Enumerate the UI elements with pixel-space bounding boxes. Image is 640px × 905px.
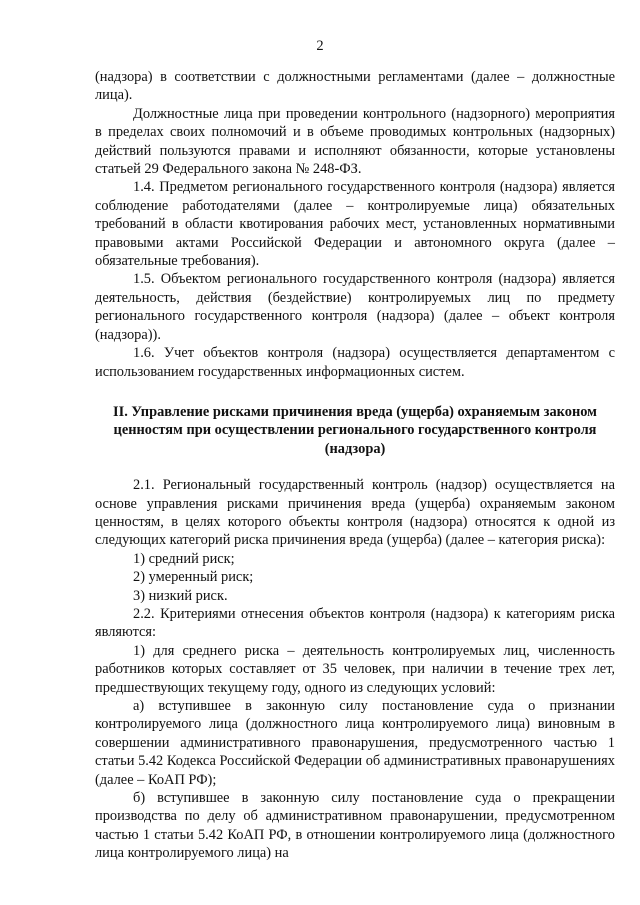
- paragraph-1-6: 1.6. Учет объектов контроля (надзора) осуществляется департаментом с использованием государственных информационных систем.: [95, 345, 615, 380]
- paragraph: а) вступившее в законную силу постановление суда о признании контролируемого лица (должностного лица контролируемого лица) виновным в совершении административного правонарушения, предусмотренного частью 1 статьи 5.42 Кодекса Российской Федерации об административных правонарушениях (далее – КоАП РФ);: [95, 698, 615, 788]
- page-number: 2: [316, 38, 324, 54]
- paragraph: б) вступившее в законную силу постановление суда о прекращении производства по делу об административном правонарушении, предусмотренном частью 1 статьи 5.42 КоАП РФ, в отношении контролируемого лица (должностного лица контролируемого лица) на: [95, 790, 615, 862]
- list-item: 1) средний риск;: [133, 550, 235, 567]
- paragraph-1-4: 1.4. Предметом регионального государственного контроля (надзора) является соблюдение работодателями (далее – контролируемые лица) обязательных требований в области квотирования рабочих мест, установленных нормативными правовыми актами Российской Федерации и автономного округа (далее – обязательные требования).: [95, 179, 615, 270]
- paragraph: 1) для среднего риска – деятельность контролируемых лиц, численность работников которых составляет от 35 человек, при наличии в течение трех лет, предшествующих текущему году, одного из следующих условий:: [95, 642, 615, 696]
- paragraph: Должностные лица при проведении контрольного (надзорного) мероприятия в пределах своих полномочий и в объеме проводимых контрольных (надзорных) действий пользуются правами и исполняют обязанности, которые установлены статьей 29 Федерального закона № 248-ФЗ.: [95, 105, 615, 178]
- section-heading: II. Управление рисками причинения вреда (ущерба) охраняемым законом ценностям при осуществлении регионального государственного контроля (надзора): [113, 403, 597, 457]
- document-body: [95, 68, 615, 863]
- paragraph-1-5: 1.5. Объектом регионального государственного контроля (надзора) является деятельность, действия (бездействие) контролируемых лиц по предмету регионального государственного контроля (надзора) (далее – объект контроля (надзора)).: [95, 271, 615, 343]
- paragraph-2-1: 2.1. Региональный государственный контроль (надзор) осуществляется на основе управления рисками причинения вреда (ущерба) охраняемым законом ценностям, в целях которого объекты контроля (надзора) относятся к одной из следующих категорий риска причинения вреда (ущерба) (далее – категория риска):: [95, 477, 615, 549]
- paragraph: (надзора) в соответствии с должностными регламентами (далее – должностные лица).: [95, 69, 615, 104]
- list-item: 3) низкий риск.: [133, 587, 228, 604]
- paragraph-2-2: 2.2. Критериями отнесения объектов контроля (надзора) к категориям риска являются:: [95, 605, 615, 641]
- list-item: 2) умеренный риск;: [133, 569, 254, 586]
